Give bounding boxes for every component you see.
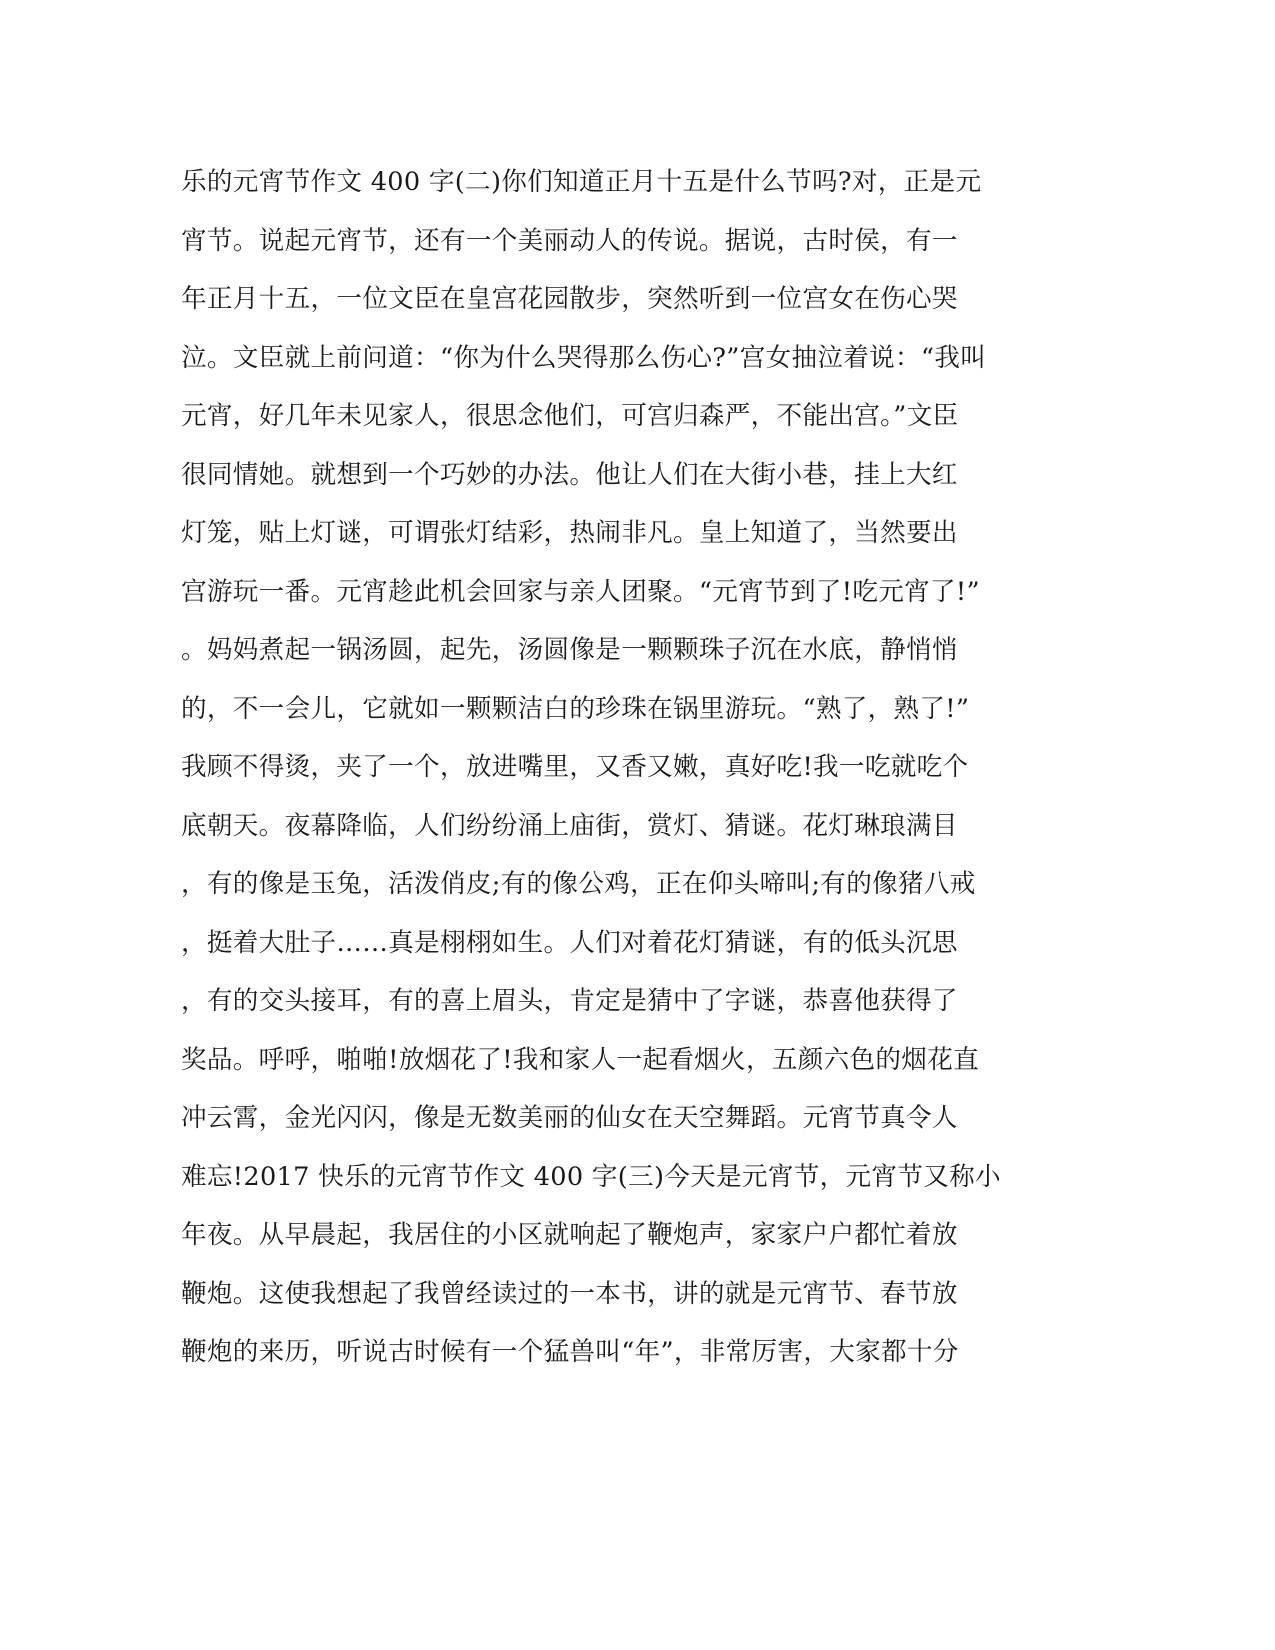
text-line: 的，不一会儿，它就如一颗颗洁白的珍珠在锅里游玩。“熟了，熟了!”	[181, 693, 970, 724]
text-line: ，有的交头接耳，有的喜上眉头，肯定是猜中了字谜，恭喜他获得了	[181, 986, 958, 1016]
text-line: 泣。文臣就上前问道：“你为什么哭得那么伤心?”宫女抽泣着说：“我叫	[181, 342, 987, 373]
text-line: 。妈妈煮起一锅汤圆，起先，汤圆像是一颗颗珠子沉在水底，静悄悄	[181, 635, 958, 665]
text-line: 底朝天。夜幕降临，人们纷纷涌上庙街，赏灯、猜谜。花灯琳琅满目	[181, 810, 958, 841]
text-line: 鞭炮的来历，听说古时候有一个猛兽叫“年”，非常厉害，大家都十分	[181, 1337, 959, 1367]
text-line: 年夜。从早晨起，我居住的小区就响起了鞭炮声，家家户户都忙着放	[181, 1220, 958, 1250]
text-line: 宵节。说起元宵节，还有一个美丽动人的传说。据说，古时侯，有一	[181, 225, 958, 256]
text-line: 灯笼，贴上灯谜，可谓张灯结彩，热闹非凡。皇上知道了，当然要出	[181, 518, 958, 548]
text-line: ，有的像是玉兔，活泼俏皮;有的像公鸡，正在仰头啼叫;有的像猪八戒	[181, 869, 976, 899]
text-line: 奖品。呼呼，啪啪!放烟花了!我和家人一起看烟火，五颜六色的烟花直	[181, 1044, 979, 1075]
text-line: 元宵，好几年未见家人，很思念他们，可宫归森严，不能出宫。”文臣	[181, 401, 959, 431]
text-line: 难忘!2017 快乐的元宵节作文 400 字(三)今天是元宵节，元宵节又称小	[181, 1161, 1001, 1192]
text-line: 宫游玩一番。元宵趁此机会回家与亲人团聚。“元宵节到了!吃元宵了!”	[181, 576, 980, 607]
text-line: 乐的元宵节作文 400 字(二)你们知道正月十五是什么节吗?对，正是元	[181, 167, 982, 197]
text-line: 我顾不得烫，夹了一个，放进嘴里，又香又嫩，真好吃!我一吃就吃个	[181, 752, 969, 782]
body-text	[181, 161, 1081, 1390]
text-line: 年正月十五，一位文臣在皇宫花园散步，突然听到一位宫女在伤心哭	[181, 284, 958, 314]
text-line: 鞭炮。这使我想起了我曾经读过的一本书，讲的就是元宵节、春节放	[181, 1278, 958, 1309]
text-line: 很同情她。就想到一个巧妙的办法。他让人们在大街小巷，挂上大红	[181, 459, 958, 490]
text-line: 冲云霄，金光闪闪，像是无数美丽的仙女在天空舞蹈。元宵节真令人	[181, 1103, 958, 1133]
text-line: ，挺着大肚子……真是栩栩如生。人们对着花灯猜谜，有的低头沉思	[181, 927, 958, 958]
